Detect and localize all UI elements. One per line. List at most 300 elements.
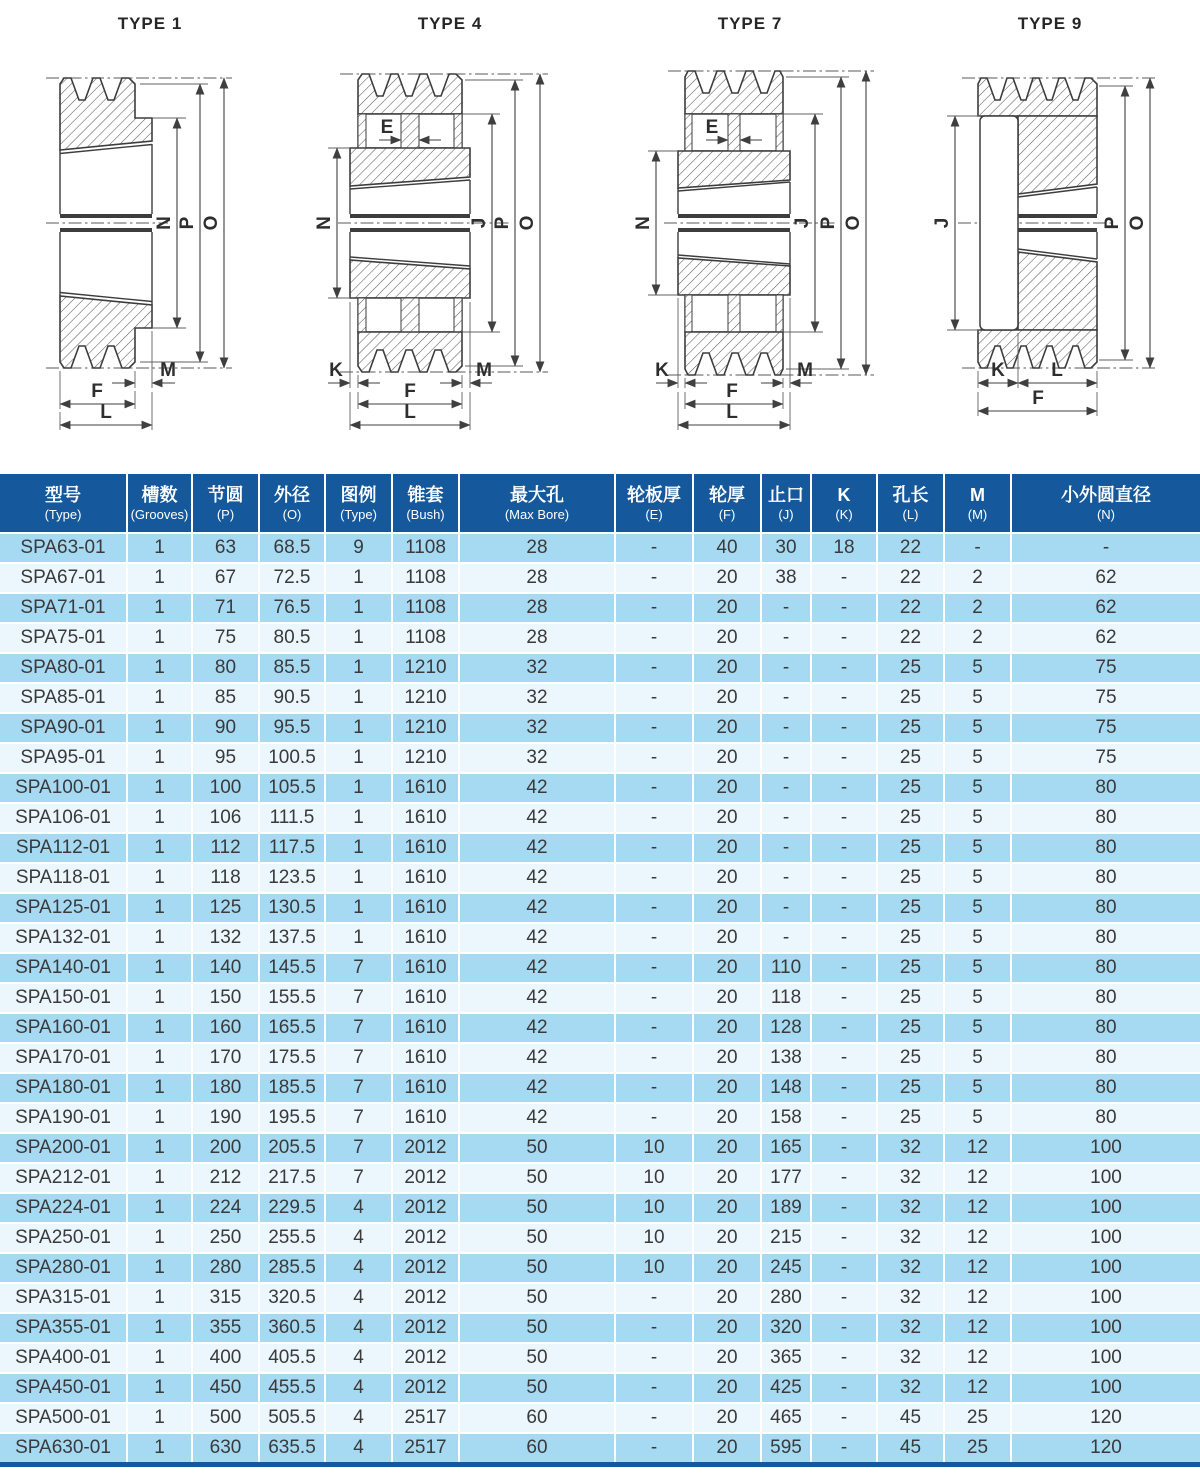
table-row <box>0 1433 1200 1462</box>
table-cell: - <box>615 1103 693 1133</box>
table-cell: 255.5 <box>259 1223 325 1253</box>
table-cell: 5 <box>944 683 1011 713</box>
table-cell: - <box>761 593 811 623</box>
pulley-drawing-type4 <box>300 12 600 466</box>
table-row <box>0 923 1200 953</box>
table-row <box>0 1223 1200 1253</box>
table-row <box>0 803 1200 833</box>
table-cell: 20 <box>693 803 761 833</box>
table-row <box>0 623 1200 653</box>
table-cell: SPA100-01 <box>0 773 127 803</box>
table-cell: 1 <box>127 743 192 773</box>
table-cell: 50 <box>459 1373 615 1403</box>
table-cell: 62 <box>1011 563 1200 593</box>
table-row <box>0 743 1200 773</box>
table-cell: 12 <box>944 1163 1011 1193</box>
table-cell: 1 <box>325 743 392 773</box>
table-cell: 2012 <box>392 1163 459 1193</box>
table-cell: - <box>615 1403 693 1433</box>
table-cell: 42 <box>459 1103 615 1133</box>
table-row <box>0 1283 1200 1313</box>
table-cell: 60 <box>459 1433 615 1462</box>
table-cell: 120 <box>1011 1403 1200 1433</box>
table-cell: 150 <box>192 983 259 1013</box>
table-cell: 1 <box>325 653 392 683</box>
table-cell: SPA180-01 <box>0 1073 127 1103</box>
table-cell: 7 <box>325 1073 392 1103</box>
table-cell: 25 <box>877 773 944 803</box>
table-cell: 25 <box>877 1073 944 1103</box>
column-header: 槽数 (Grooves) <box>127 474 192 533</box>
table-cell: 123.5 <box>259 863 325 893</box>
table-cell: 42 <box>459 773 615 803</box>
table-cell: SPA190-01 <box>0 1103 127 1133</box>
table-cell: 1108 <box>392 593 459 623</box>
table-cell: 1 <box>325 773 392 803</box>
table-cell: 25 <box>877 983 944 1013</box>
table-cell: 85 <box>192 683 259 713</box>
table-cell: - <box>615 983 693 1013</box>
table-cell: 25 <box>944 1433 1011 1462</box>
table-cell: 95.5 <box>259 713 325 743</box>
table-cell: 12 <box>944 1373 1011 1403</box>
table-cell: 20 <box>693 653 761 683</box>
dim-label-f: F <box>404 381 416 402</box>
table-cell: 28 <box>459 623 615 653</box>
table-row <box>0 953 1200 983</box>
dim-label-o: O <box>843 215 864 231</box>
table-cell: 1 <box>127 1103 192 1133</box>
table-cell: 5 <box>944 653 1011 683</box>
dim-label-m: M <box>476 360 492 381</box>
table-cell: 12 <box>944 1223 1011 1253</box>
table-cell: SPA140-01 <box>0 953 127 983</box>
table-cell: 365 <box>761 1343 811 1373</box>
table-cell: 1 <box>127 653 192 683</box>
table-cell: 138 <box>761 1043 811 1073</box>
table-cell: 20 <box>693 1103 761 1133</box>
column-header: 孔长 (L) <box>877 474 944 533</box>
table-cell: - <box>811 1073 877 1103</box>
table-cell: 1 <box>325 623 392 653</box>
table-cell: 32 <box>877 1343 944 1373</box>
table-cell: 1610 <box>392 1013 459 1043</box>
table-cell: 1 <box>127 1433 192 1462</box>
dim-label-o: O <box>201 215 222 231</box>
table-cell: 80 <box>1011 773 1200 803</box>
drawing-title-type9: TYPE 9 <box>1017 14 1083 33</box>
dim-label-j: J <box>792 217 813 229</box>
table-cell: - <box>811 893 877 923</box>
table-cell: 10 <box>615 1223 693 1253</box>
table-cell: - <box>761 833 811 863</box>
table-cell: 71 <box>192 593 259 623</box>
table-cell: - <box>615 563 693 593</box>
table-cell: 50 <box>459 1253 615 1283</box>
table-cell: 1 <box>325 713 392 743</box>
table-cell: 20 <box>693 833 761 863</box>
table-cell: 1 <box>127 1133 192 1163</box>
table-cell: 2517 <box>392 1433 459 1462</box>
table-cell: 212 <box>192 1163 259 1193</box>
column-header: M (M) <box>944 474 1011 533</box>
table-cell: 400 <box>192 1343 259 1373</box>
table-row <box>0 1313 1200 1343</box>
table-cell: 100 <box>1011 1193 1200 1223</box>
table-cell: 132 <box>192 923 259 953</box>
table-cell: 185.5 <box>259 1073 325 1103</box>
spec-table-header <box>0 474 1200 533</box>
table-cell: 50 <box>459 1343 615 1373</box>
dim-label-p: P <box>1102 216 1123 230</box>
table-cell: 1 <box>325 893 392 923</box>
table-cell: SPA250-01 <box>0 1223 127 1253</box>
table-cell: 42 <box>459 1043 615 1073</box>
table-cell: 32 <box>877 1373 944 1403</box>
table-cell: 25 <box>944 1403 1011 1433</box>
table-cell: 1610 <box>392 1103 459 1133</box>
table-cell: - <box>615 1013 693 1043</box>
table-cell: SPA315-01 <box>0 1283 127 1313</box>
table-cell: 75 <box>1011 653 1200 683</box>
table-cell: 18 <box>811 533 877 563</box>
table-row <box>0 653 1200 683</box>
table-cell: 1 <box>127 593 192 623</box>
table-cell: 20 <box>693 1433 761 1462</box>
table-cell: 405.5 <box>259 1343 325 1373</box>
table-cell: 20 <box>693 1193 761 1223</box>
table-cell: SPA200-01 <box>0 1133 127 1163</box>
table-cell: 45 <box>877 1433 944 1462</box>
table-cell: 5 <box>944 1013 1011 1043</box>
table-cell: - <box>811 1133 877 1163</box>
table-cell: 105.5 <box>259 773 325 803</box>
table-cell: - <box>615 533 693 563</box>
table-cell: SPA500-01 <box>0 1403 127 1433</box>
table-cell: 7 <box>325 953 392 983</box>
column-header: 最大孔 (Max Bore) <box>459 474 615 533</box>
table-cell: 20 <box>693 863 761 893</box>
table-cell: 100 <box>1011 1373 1200 1403</box>
table-cell: 1 <box>127 803 192 833</box>
table-cell: 177 <box>761 1163 811 1193</box>
table-cell: 45 <box>877 1403 944 1433</box>
table-cell: - <box>811 833 877 863</box>
table-cell: 10 <box>615 1253 693 1283</box>
table-cell: 180 <box>192 1073 259 1103</box>
dim-label-n: N <box>314 216 335 230</box>
table-cell: 100 <box>1011 1133 1200 1163</box>
table-cell: 90.5 <box>259 683 325 713</box>
table-cell: 50 <box>459 1133 615 1163</box>
table-cell: 630 <box>192 1433 259 1462</box>
dim-label-j: J <box>469 217 490 229</box>
table-cell: - <box>615 833 693 863</box>
table-cell: - <box>811 1193 877 1223</box>
table-cell: 5 <box>944 743 1011 773</box>
column-header: 型号 (Type) <box>0 474 127 533</box>
table-cell: 42 <box>459 923 615 953</box>
table-cell: 215 <box>761 1223 811 1253</box>
table-cell: 148 <box>761 1073 811 1103</box>
table-cell: - <box>811 863 877 893</box>
table-cell: 4 <box>325 1373 392 1403</box>
table-cell: - <box>615 1433 693 1462</box>
table-row <box>0 833 1200 863</box>
table-cell: 1 <box>127 1313 192 1343</box>
table-cell: 145.5 <box>259 953 325 983</box>
table-cell: 68.5 <box>259 533 325 563</box>
table-cell: 42 <box>459 893 615 923</box>
table-cell: 80 <box>1011 923 1200 953</box>
dim-label-o: O <box>517 215 538 231</box>
table-cell: 118 <box>192 863 259 893</box>
drawing-title-type4: TYPE 4 <box>417 14 483 33</box>
column-header: 轮厚 (F) <box>693 474 761 533</box>
table-cell: 1610 <box>392 803 459 833</box>
table-row <box>0 563 1200 593</box>
table-cell: - <box>615 923 693 953</box>
table-cell: 28 <box>459 533 615 563</box>
table-cell: - <box>811 683 877 713</box>
table-cell: - <box>615 773 693 803</box>
table-cell: 4 <box>325 1343 392 1373</box>
table-row <box>0 1013 1200 1043</box>
table-cell: 90 <box>192 713 259 743</box>
table-cell: 1 <box>127 1373 192 1403</box>
table-cell: 28 <box>459 593 615 623</box>
table-cell: SPA75-01 <box>0 623 127 653</box>
table-cell: 1 <box>325 803 392 833</box>
table-cell: 80 <box>1011 1043 1200 1073</box>
table-cell: 50 <box>459 1313 615 1343</box>
drawing-title-type7: TYPE 7 <box>717 14 783 33</box>
table-cell: 72.5 <box>259 563 325 593</box>
table-cell: 320.5 <box>259 1283 325 1313</box>
table-cell: 1610 <box>392 923 459 953</box>
table-cell: 117.5 <box>259 833 325 863</box>
table-cell: 1 <box>127 1073 192 1103</box>
table-cell: 20 <box>693 953 761 983</box>
table-cell: 125 <box>192 893 259 923</box>
table-cell: 280 <box>192 1253 259 1283</box>
table-cell: 9 <box>325 533 392 563</box>
table-cell: - <box>761 893 811 923</box>
table-cell: SPA160-01 <box>0 1013 127 1043</box>
table-cell: 100 <box>1011 1223 1200 1253</box>
table-cell: 106 <box>192 803 259 833</box>
table-cell: 2012 <box>392 1283 459 1313</box>
table-cell: 25 <box>877 893 944 923</box>
pulley-cross-section-type9 <box>900 36 1200 466</box>
table-cell: 4 <box>325 1253 392 1283</box>
table-cell: 4 <box>325 1403 392 1433</box>
table-cell: 12 <box>944 1133 1011 1163</box>
table-cell: SPA355-01 <box>0 1313 127 1343</box>
table-cell: 1610 <box>392 1073 459 1103</box>
table-cell: 42 <box>459 953 615 983</box>
technical-drawings-row <box>0 0 1200 466</box>
table-cell: 20 <box>693 1223 761 1253</box>
table-cell: 130.5 <box>259 893 325 923</box>
dim-label-l: L <box>100 402 112 423</box>
table-cell: 32 <box>877 1163 944 1193</box>
table-cell: 190 <box>192 1103 259 1133</box>
table-cell: 30 <box>761 533 811 563</box>
table-cell: 7 <box>325 983 392 1013</box>
table-cell: 1 <box>325 683 392 713</box>
table-cell: 75 <box>1011 713 1200 743</box>
column-header: 小外圆直径 (N) <box>1011 474 1200 533</box>
table-cell: 1 <box>127 1013 192 1043</box>
table-row <box>0 593 1200 623</box>
table-cell: - <box>615 893 693 923</box>
table-cell: SPA112-01 <box>0 833 127 863</box>
table-cell: 7 <box>325 1043 392 1073</box>
table-row <box>0 1073 1200 1103</box>
spec-table-body <box>0 533 1200 1462</box>
table-cell: 155.5 <box>259 983 325 1013</box>
table-cell: SPA90-01 <box>0 713 127 743</box>
table-cell: 4 <box>325 1313 392 1343</box>
drawing-title-type1: TYPE 1 <box>117 14 183 33</box>
table-cell: 170 <box>192 1043 259 1073</box>
table-cell: 1108 <box>392 533 459 563</box>
table-cell: 2012 <box>392 1373 459 1403</box>
table-row <box>0 1403 1200 1433</box>
table-cell: 20 <box>693 593 761 623</box>
table-cell: 320 <box>761 1313 811 1343</box>
table-cell: 32 <box>877 1253 944 1283</box>
table-cell: 60 <box>459 1403 615 1433</box>
column-header: 锥套 (Bush) <box>392 474 459 533</box>
table-cell: - <box>811 1223 877 1253</box>
table-cell: 1 <box>127 1193 192 1223</box>
dim-label-l: L <box>726 402 738 423</box>
table-cell: 7 <box>325 1103 392 1133</box>
table-cell: - <box>811 1373 877 1403</box>
table-cell: SPA630-01 <box>0 1433 127 1462</box>
bottom-accent-bar <box>0 1462 1200 1467</box>
table-cell: SPA450-01 <box>0 1373 127 1403</box>
table-cell: 25 <box>877 863 944 893</box>
table-cell: 465 <box>761 1403 811 1433</box>
table-cell: 95 <box>192 743 259 773</box>
table-cell: - <box>615 593 693 623</box>
table-cell: 189 <box>761 1193 811 1223</box>
table-cell: 10 <box>615 1163 693 1193</box>
table-cell: 22 <box>877 563 944 593</box>
table-cell: - <box>761 653 811 683</box>
table-cell: 1108 <box>392 623 459 653</box>
dim-label-k: K <box>655 360 669 381</box>
table-cell: 20 <box>693 743 761 773</box>
table-cell: 5 <box>944 803 1011 833</box>
table-cell: - <box>811 1433 877 1462</box>
table-cell: SPA80-01 <box>0 653 127 683</box>
table-cell: 360.5 <box>259 1313 325 1343</box>
dim-label-f: F <box>91 381 103 402</box>
table-cell: - <box>615 1073 693 1103</box>
table-cell: 75 <box>192 623 259 653</box>
table-cell: SPA118-01 <box>0 863 127 893</box>
table-cell: 5 <box>944 863 1011 893</box>
table-cell: 62 <box>1011 623 1200 653</box>
table-cell: 137.5 <box>259 923 325 953</box>
table-cell: - <box>811 953 877 983</box>
table-cell: 118 <box>761 983 811 1013</box>
table-cell: 1210 <box>392 683 459 713</box>
dim-label-p: P <box>177 216 198 230</box>
table-cell: 50 <box>459 1283 615 1313</box>
table-cell: SPA280-01 <box>0 1253 127 1283</box>
table-cell: 42 <box>459 833 615 863</box>
table-row <box>0 713 1200 743</box>
table-cell: 25 <box>877 713 944 743</box>
table-cell: 1610 <box>392 833 459 863</box>
table-cell: - <box>1011 533 1200 563</box>
table-cell: 1610 <box>392 773 459 803</box>
table-cell: 1 <box>127 713 192 743</box>
dim-label-p: P <box>818 216 839 230</box>
table-cell: - <box>615 953 693 983</box>
table-cell: 100 <box>1011 1253 1200 1283</box>
table-cell: 4 <box>325 1223 392 1253</box>
table-cell: 80 <box>1011 983 1200 1013</box>
table-cell: 100 <box>1011 1343 1200 1373</box>
table-cell: 42 <box>459 1013 615 1043</box>
table-cell: 20 <box>693 1313 761 1343</box>
table-cell: 85.5 <box>259 653 325 683</box>
table-cell: 1210 <box>392 653 459 683</box>
table-cell: 25 <box>877 743 944 773</box>
table-cell: - <box>811 713 877 743</box>
table-cell: 20 <box>693 1013 761 1043</box>
column-header: K (K) <box>811 474 877 533</box>
table-cell: - <box>615 863 693 893</box>
table-cell: 250 <box>192 1223 259 1253</box>
table-cell: 100 <box>1011 1163 1200 1193</box>
table-cell: 25 <box>877 923 944 953</box>
table-cell: 80 <box>192 653 259 683</box>
table-cell: - <box>761 743 811 773</box>
table-cell: 12 <box>944 1343 1011 1373</box>
table-cell: 20 <box>693 563 761 593</box>
table-cell: SPA85-01 <box>0 683 127 713</box>
table-cell: 80 <box>1011 1013 1200 1043</box>
table-cell: SPA212-01 <box>0 1163 127 1193</box>
table-cell: 128 <box>761 1013 811 1043</box>
table-cell: SPA106-01 <box>0 803 127 833</box>
table-row <box>0 1343 1200 1373</box>
column-header: 止口 (J) <box>761 474 811 533</box>
dim-label-m: M <box>160 360 176 381</box>
table-cell: 1 <box>127 953 192 983</box>
table-cell: - <box>615 1043 693 1073</box>
pulley-cross-section-type7 <box>600 36 900 466</box>
table-cell: 2517 <box>392 1403 459 1433</box>
table-cell: 229.5 <box>259 1193 325 1223</box>
table-cell: 5 <box>944 713 1011 743</box>
table-cell: 2012 <box>392 1343 459 1373</box>
header-row <box>0 474 1200 533</box>
dim-label-f: F <box>1032 388 1044 409</box>
table-cell: 80 <box>1011 833 1200 863</box>
table-cell: 32 <box>877 1283 944 1313</box>
table-cell: 20 <box>693 1133 761 1163</box>
table-cell: - <box>615 653 693 683</box>
table-row <box>0 1253 1200 1283</box>
